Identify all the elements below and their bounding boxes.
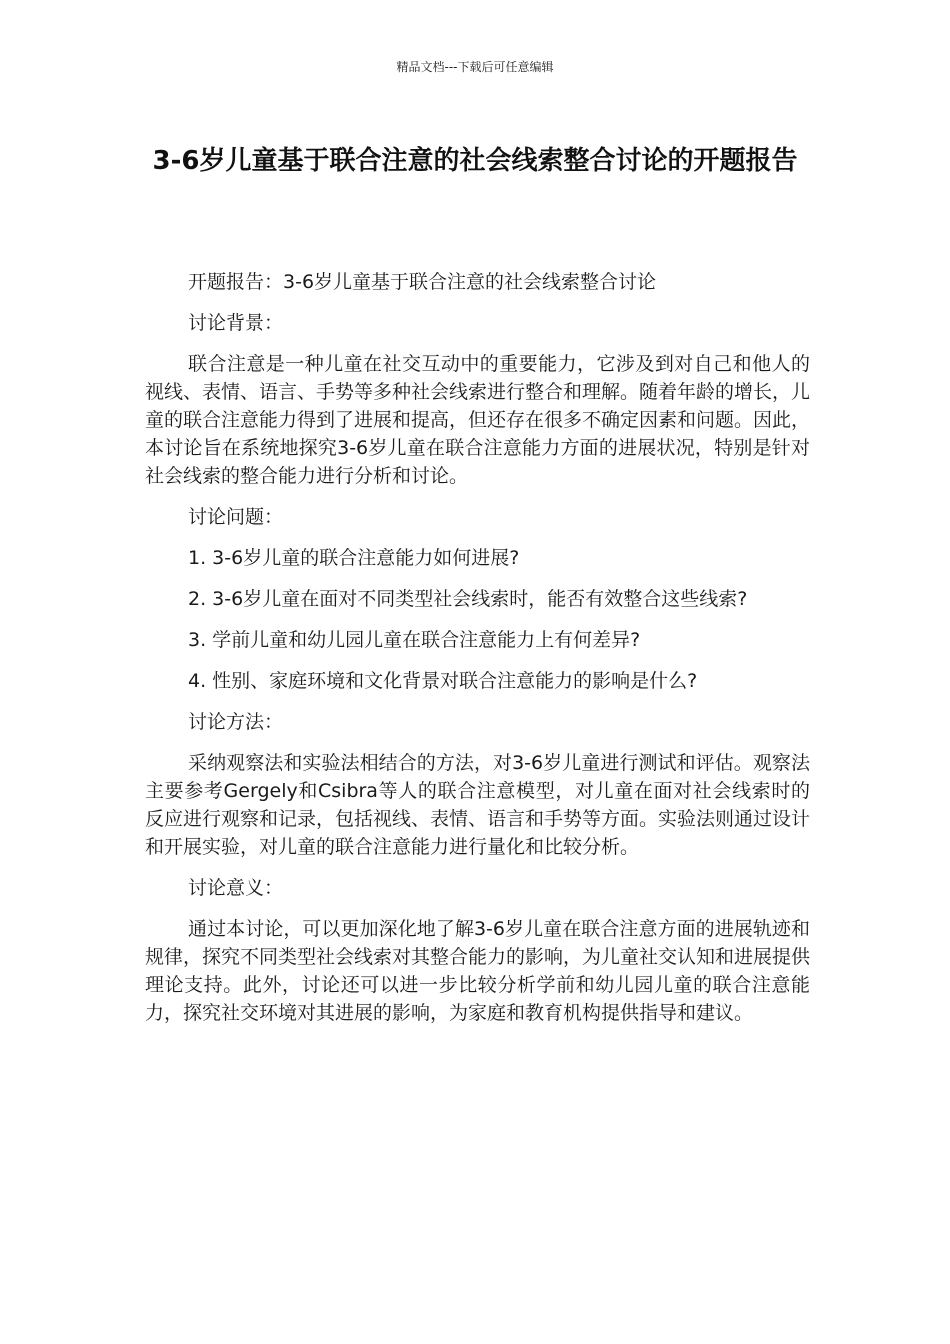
questions-heading: 讨论问题： xyxy=(188,506,284,528)
question-item-4: 4. 性别、家庭环境和文化背景对联合注意能力的影响是什么? xyxy=(188,670,698,692)
background-heading: 讨论背景： xyxy=(188,312,284,334)
methods-paragraph: 采纳观察法和实验法相结合的方法，对3-6岁儿童进行测试和评估。观察法主要参考Gergely和Csibra等人的联合注意模型，对儿童在面对社会线索时的反应进行观察和记录，包括视线、表情、语言和手势等方面。实验法则通过设计和开展实验，对儿童的联合注意能力进行量化和比较分析。 xyxy=(145,752,811,858)
methods-heading: 讨论方法： xyxy=(188,711,284,733)
question-item-2: 2. 3-6岁儿童在面对不同类型社会线索时，能否有效整合这些线索? xyxy=(188,588,748,610)
report-subtitle: 开题报告：3-6岁儿童基于联合注意的社会线索整合讨论 xyxy=(188,271,657,293)
question-item-3: 3. 学前儿童和幼儿园儿童在联合注意能力上有何差异? xyxy=(188,629,641,651)
question-item-1: 1. 3-6岁儿童的联合注意能力如何进展? xyxy=(188,547,520,569)
document-title: 3-6岁儿童基于联合注意的社会线索整合讨论的开题报告 xyxy=(152,146,798,176)
background-paragraph: 联合注意是一种儿童在社交互动中的重要能力，它涉及到对自己和他人的视线、表情、语言、手势等多种社会线索进行整合和理解。随着年龄的增长，儿童的联合注意能力得到了进展和提高，但还存在很多不确定因素和问题。因此，本讨论旨在系统地探究3-6岁儿童在联合注意能力方面的进展状况，特别是针对社会线索的整合能力进行分析和讨论。 xyxy=(145,353,811,487)
header-note: 精品文档---下载后可任意编辑 xyxy=(396,60,554,74)
significance-paragraph: 通过本讨论，可以更加深化地了解3-6岁儿童在联合注意方面的进展轨迹和规律，探究不同类型社会线索对其整合能力的影响，为儿童社交认知和进展提供理论支持。此外，讨论还可以进一步比较分析学前和幼儿园儿童的联合注意能力，探究社交环境对其进展的影响，为家庭和教育机构提供指导和建议。 xyxy=(145,918,811,1024)
significance-heading: 讨论意义： xyxy=(188,877,284,899)
document-body xyxy=(145,268,810,1040)
